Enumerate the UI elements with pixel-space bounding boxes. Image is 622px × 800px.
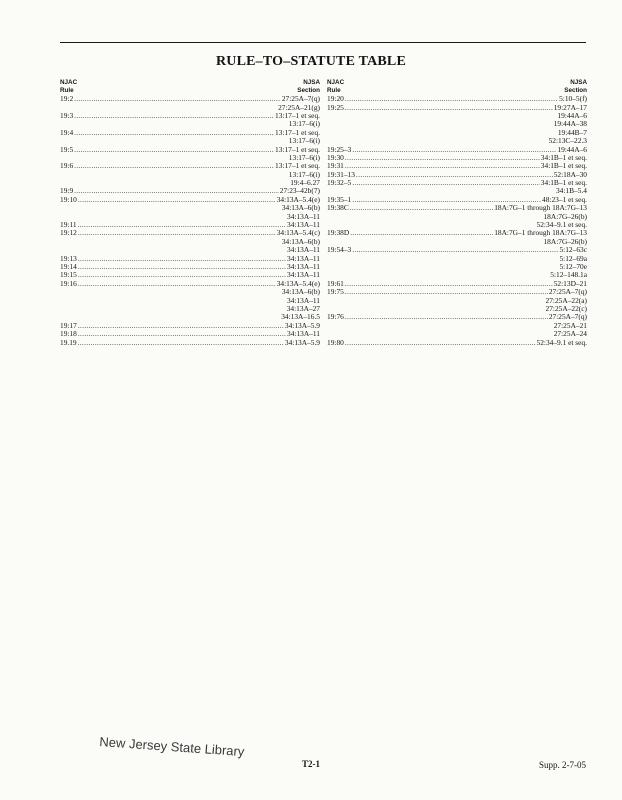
rule-number: 19:14 xyxy=(60,262,77,271)
statute-section: 18A:7G–1 through 18A:7G–13 xyxy=(494,228,587,238)
table-row xyxy=(327,246,587,254)
statute-section: 34:13A–11 xyxy=(287,211,320,221)
statute-section: 5:12–69a xyxy=(559,253,587,263)
rule-number: 19:54–3 xyxy=(327,245,352,255)
statute-section: 19:44A–38 xyxy=(553,119,587,129)
statute-section: 34:13A–5.4(e) xyxy=(276,194,320,204)
statute-section: 34:13A–6(b) xyxy=(281,203,320,213)
table-row xyxy=(327,179,587,187)
rule-number: 19:75 xyxy=(327,287,344,297)
statute-section: 27:25A–22(c) xyxy=(545,303,587,313)
statute-section: 5:10–5(f) xyxy=(559,94,587,104)
statute-section: 34:13A–5.9 xyxy=(284,337,320,347)
leader-dots xyxy=(78,221,286,229)
statute-section: 13:17–1 et seq. xyxy=(275,127,320,137)
statute-section: 34:1B–5.4 xyxy=(555,186,587,196)
rule-number: 19:32–5 xyxy=(327,178,352,188)
leader-dots xyxy=(78,196,276,204)
statute-section: 52:34–9.1 et seq. xyxy=(536,220,587,230)
statute-section: 19:44A–6 xyxy=(557,110,587,120)
leader-dots xyxy=(352,179,540,187)
statute-section: 34:13A–5.4(c) xyxy=(276,228,320,238)
leader-dots xyxy=(74,112,274,120)
header-section: Section xyxy=(564,86,587,94)
leader-dots xyxy=(74,162,274,170)
rule-number: 19:2 xyxy=(60,94,74,104)
leader-dots xyxy=(345,104,553,112)
statute-section: 52:13D–21 xyxy=(553,278,587,288)
rule-number: 19:10 xyxy=(60,194,77,204)
statute-section: 34:13A–11 xyxy=(287,295,320,305)
statute-section: 52:18A–30 xyxy=(553,169,587,179)
statute-section: 34:1B–1 et seq. xyxy=(540,178,587,188)
rule-number: 19:12 xyxy=(60,228,77,238)
library-stamp: New Jersey State Library xyxy=(98,734,245,760)
statute-section: 18A:7G–26(b) xyxy=(543,211,587,221)
statute-section: 34:13A–27 xyxy=(286,303,320,313)
top-rule xyxy=(60,42,586,43)
leader-dots xyxy=(78,271,286,279)
table-row xyxy=(327,339,587,347)
statute-section: 52:13C–22.3 xyxy=(548,136,587,146)
rule-number: 19:31–13 xyxy=(327,169,355,179)
statute-section: 27:25A–22(a) xyxy=(545,295,587,305)
rule-number: 19:25–3 xyxy=(327,144,352,154)
table-row xyxy=(327,162,587,170)
rule-number: 19:38D xyxy=(327,228,350,238)
statute-section: 13:17–1 et seq. xyxy=(275,144,320,154)
rule-number: 19:31 xyxy=(327,161,344,171)
statute-section: 34:13A–11 xyxy=(287,253,320,263)
leader-dots xyxy=(345,288,548,296)
leader-dots xyxy=(350,204,493,212)
table-row xyxy=(60,129,320,137)
leader-dots xyxy=(352,246,558,254)
statute-section: 34:1B–1 et seq. xyxy=(540,152,587,162)
rule-number: 19:30 xyxy=(327,152,344,162)
statute-section: 27:25A–7(q) xyxy=(548,287,587,297)
rule-number: 19:15 xyxy=(60,270,77,280)
table-row xyxy=(327,104,587,112)
statute-section: 27:25A–7(q) xyxy=(281,94,320,104)
leader-dots xyxy=(78,263,286,271)
statute-section: 19:44A–6 xyxy=(557,144,587,154)
leader-dots xyxy=(74,129,274,137)
statute-section: 34:13A–6(b) xyxy=(281,236,320,246)
table-row xyxy=(60,255,320,263)
rule-number: 19:11 xyxy=(60,220,77,230)
left-column-header xyxy=(60,79,320,94)
statute-section: 13:17–1 et seq. xyxy=(275,110,320,120)
rule-number: 19:61 xyxy=(327,278,344,288)
statute-section: 18A:7G–1 through 18A:7G–13 xyxy=(494,203,587,213)
table-row xyxy=(60,229,320,237)
right-column-header xyxy=(327,79,587,94)
table-row xyxy=(327,313,587,321)
statute-section: 34:13A–6(b) xyxy=(281,287,320,297)
rule-number: 19:16 xyxy=(60,278,77,288)
statute-section: 34:13A–5.9 xyxy=(284,320,320,330)
supplement-date: Supp. 2-7-05 xyxy=(539,760,586,770)
leader-dots xyxy=(78,255,286,263)
statute-section: 13:17–6(i) xyxy=(288,136,320,146)
rule-number: 19:9 xyxy=(60,186,74,196)
leader-dots xyxy=(345,339,536,347)
statute-section: 34:1B–1 et seq. xyxy=(540,161,587,171)
leader-dots xyxy=(74,95,281,103)
leader-dots xyxy=(78,330,286,338)
left-column xyxy=(60,79,320,347)
rule-number: 19:76 xyxy=(327,312,344,322)
table-row xyxy=(60,280,320,288)
table-row xyxy=(60,322,320,330)
leader-dots xyxy=(78,322,284,330)
rule-number: 19.19 xyxy=(60,337,77,347)
rule-number: 19:25 xyxy=(327,102,344,112)
right-column xyxy=(327,79,587,347)
leader-dots xyxy=(352,146,556,154)
statute-section: 27:25A–7(q) xyxy=(548,312,587,322)
rule-number: 19:18 xyxy=(60,329,77,339)
rule-number: 19:4 xyxy=(60,127,74,137)
header-njsa: NJSA xyxy=(570,79,587,86)
header-njac: NJAC xyxy=(327,79,345,86)
leader-dots xyxy=(78,229,276,237)
rule-number: 19:3 xyxy=(60,110,74,120)
table-row xyxy=(60,196,320,204)
table-row xyxy=(60,146,320,154)
leader-dots xyxy=(350,229,493,237)
table-row xyxy=(60,339,320,347)
leader-dots xyxy=(74,146,274,154)
rule-number: 19:6 xyxy=(60,161,74,171)
header-section: Section xyxy=(297,86,320,94)
leader-dots xyxy=(345,95,558,103)
leader-dots xyxy=(74,187,279,195)
leader-dots xyxy=(78,339,284,347)
statute-section: 19:27A–17 xyxy=(553,102,587,112)
statute-section: 5:12–63c xyxy=(559,245,587,255)
statute-section: 34:13A–11 xyxy=(287,262,320,271)
rule-number: 19:17 xyxy=(60,320,77,330)
statute-section: 5:12–70e xyxy=(559,262,587,271)
header-njac: NJAC xyxy=(60,79,78,86)
statute-section: 13:17–6(i) xyxy=(288,152,320,162)
statute-section: 27:25A–21 xyxy=(553,320,587,330)
statute-section: 18A:7G–26(b) xyxy=(543,236,587,246)
leader-dots xyxy=(345,154,540,162)
table-row xyxy=(327,280,587,288)
table-row xyxy=(60,330,320,338)
header-njsa: NJSA xyxy=(303,79,320,86)
statute-section: 48:23–1 et seq. xyxy=(542,194,587,204)
statute-section: 27:25A–24 xyxy=(553,329,587,339)
leader-dots xyxy=(345,313,548,321)
rule-number: 19:13 xyxy=(60,253,77,263)
statute-section: 34:13A–11 xyxy=(287,245,320,255)
statute-section: 34:13A–11 xyxy=(287,270,320,280)
leader-dots xyxy=(356,171,553,179)
page-title: RULE–TO–STATUTE TABLE xyxy=(215,54,407,69)
right-entries xyxy=(327,95,587,347)
table-row xyxy=(60,263,320,271)
statute-section: 34:13A–11 xyxy=(287,329,320,339)
left-entries xyxy=(60,95,320,347)
header-rule: Rule xyxy=(60,86,74,94)
rule-number: 19:80 xyxy=(327,337,344,347)
statute-section: 27:23–42b(7) xyxy=(279,186,320,196)
statute-section: 19:4–6.27 xyxy=(290,178,320,188)
leader-dots xyxy=(345,280,553,288)
rule-number: 19:35–1 xyxy=(327,194,352,204)
leader-dots xyxy=(345,162,540,170)
statute-section: 5:12–148.1a xyxy=(550,270,587,280)
statute-section: 13:17–6(i) xyxy=(288,119,320,129)
table-row xyxy=(327,95,587,103)
header-rule: Rule xyxy=(327,86,341,94)
rule-number: 19:5 xyxy=(60,144,74,154)
statute-section: 13:17–1 et seq. xyxy=(275,161,320,171)
rule-number: 19:38C xyxy=(327,203,349,213)
leader-dots xyxy=(78,280,276,288)
rule-number: 19:20 xyxy=(327,94,344,104)
statute-section: 52:34–9.1 et seq. xyxy=(536,337,587,347)
statute-section: 34:13A–11 xyxy=(287,220,320,230)
statute-section: 34:13A–16.5 xyxy=(281,312,320,322)
table-row xyxy=(60,112,320,120)
table-row xyxy=(60,162,320,170)
statute-section: 13:17–6(i) xyxy=(288,169,320,179)
statute-section: 27:25A–21(g) xyxy=(278,102,320,112)
statute-section: 34:13A–5.4(e) xyxy=(276,278,320,288)
page-number: T2-1 xyxy=(302,759,320,769)
statute-section: 19:44B–7 xyxy=(557,127,587,137)
